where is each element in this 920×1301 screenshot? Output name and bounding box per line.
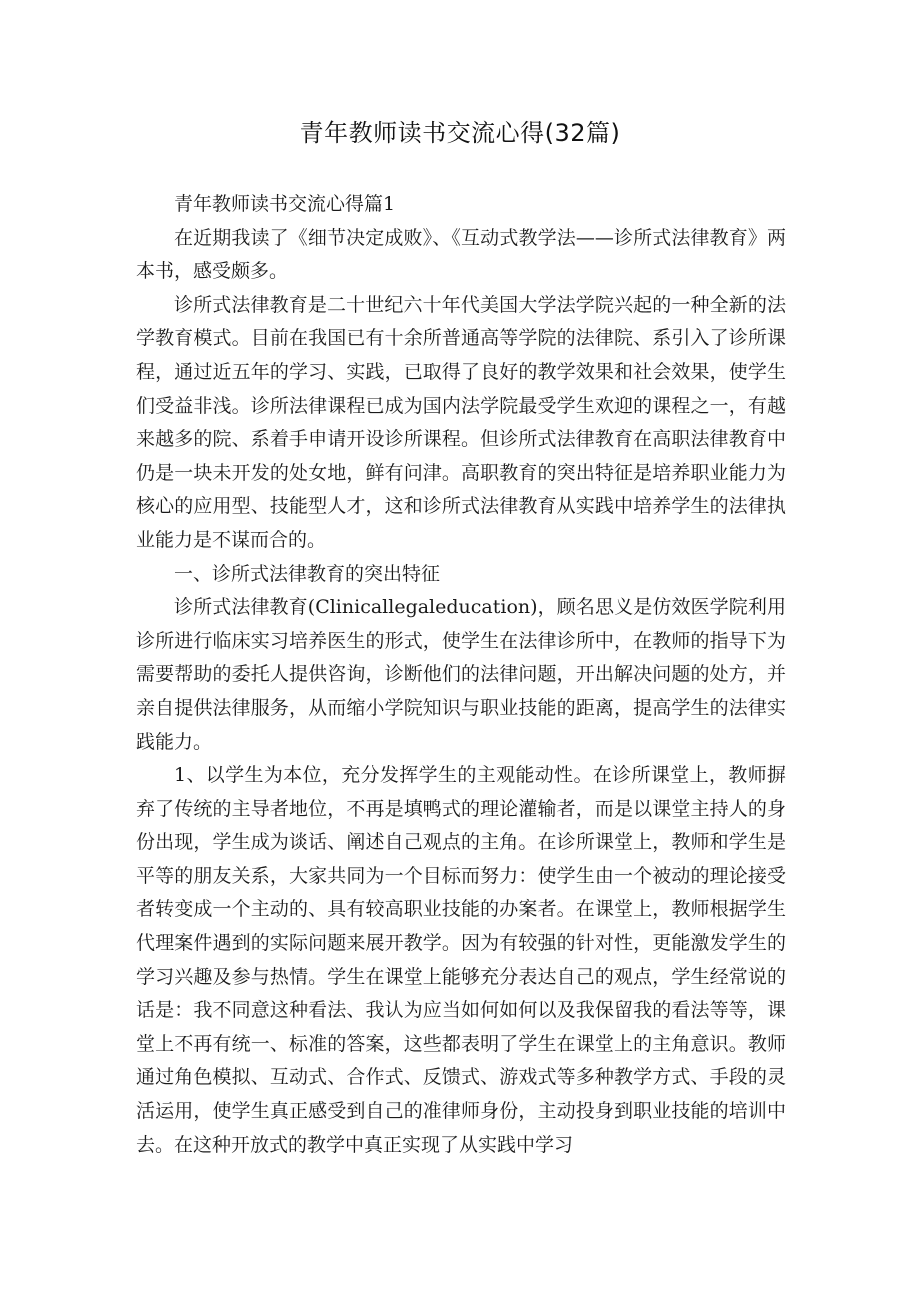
document-body [136, 188, 786, 1162]
subsection-heading: 一、诊所式法律教育的突出特征 [174, 562, 441, 585]
document-title: 青年教师读书交流心得(32篇) [299, 119, 621, 147]
paragraph: 诊所式法律教育是二十世纪六十年代美国大学法学院兴起的一种全新的法学教育模式。目前在我国已有十余所普通高等学院的法律院、系引入了诊所课程，通过近五年的学习、实践，已取得了良好的教学效果和社会效果，使学生们受益非浅。诊所法律课程已成为国内法学院最受学生欢迎的课程之一，有越来越多的院、系着手申请开设诊所课程。但诊所式法律教育在高职法律教育中仍是一块未开发的处女地，鲜有问津。高职教育的突出特征是培养职业能力为核心的应用型、技能型人才，这和诊所式法律教育从实践中培养学生的法律执业能力是不谋而合的。 [136, 293, 786, 551]
paragraph: 1、以学生为本位，充分发挥学生的主观能动性。在诊所课堂上，教师摒弃了传统的主导者地位，不再是填鸭式的理论灌输者，而是以课堂主持人的身份出现，学生成为谈话、阐述自己观点的主角。在诊所课堂上，教师和学生是平等的朋友关系，大家共同为一个目标而努力：使学生由一个被动的理论接受者转变成一个主动的、具有较高职业技能的办案者。在课堂上，教师根据学生代理案件遇到的实际问题来展开教学。因为有较强的针对性，更能激发学生的学习兴趣及参与热情。学生在课堂上能够充分表达自己的观点，学生经常说的话是：我不同意这种看法、我认为应当如何如何以及我保留我的看法等等，课堂上不再有统一、标准的答案，这些都表明了学生在课堂上的主角意识。教师通过角色模拟、互动式、合作式、反馈式、游戏式等多种教学方式、手段的灵活运用，使学生真正感受到自己的准律师身份，主动投身到职业技能的培训中去。在这种开放式的教学中真正实现了从实践中学习 [136, 764, 786, 1156]
section-heading: 青年教师读书交流心得篇1 [174, 193, 396, 215]
paragraph: 诊所式法律教育(Clinicallegaleducation)，顾名思义是仿效医学院利用诊所进行临床实习培养医生的形式，使学生在法律诊所中，在教师的指导下为需要帮助的委托人提供咨询，诊断他们的法律问题，开出解决问题的处方，并亲自提供法律服务，从而缩小学院知识与职业技能的距离，提高学生的法律实践能力。 [136, 596, 786, 753]
paragraph: 在近期我读了《细节决定成败》、《互动式教学法——诊所式法律教育》两本书，感受颇多。 [136, 226, 786, 283]
